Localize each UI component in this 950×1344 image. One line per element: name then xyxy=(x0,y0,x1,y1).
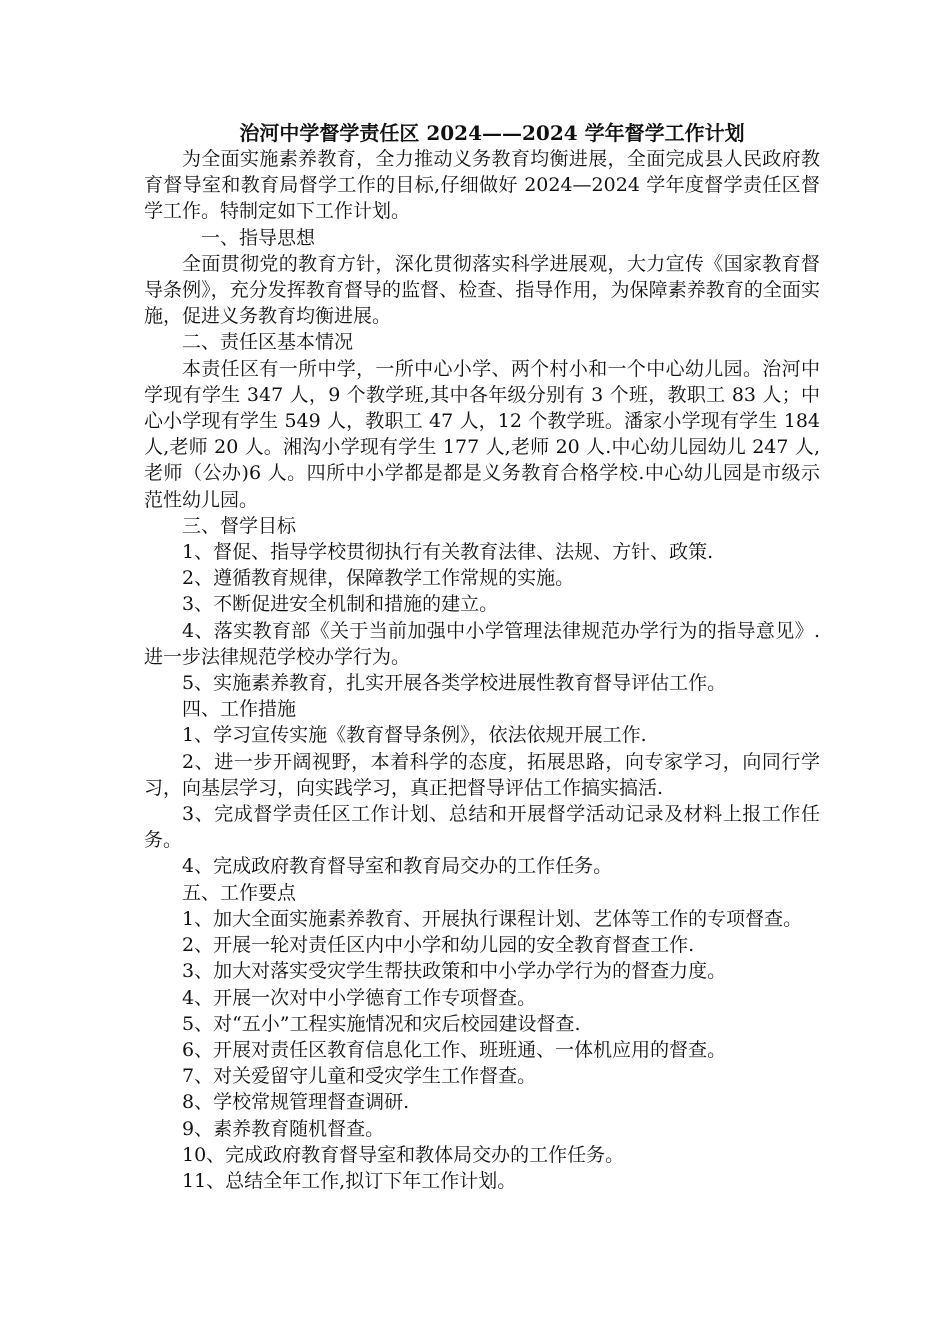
list-item: 2、遵循教育规律，保障教学工作常规的实施。 xyxy=(182,567,575,590)
measures-list xyxy=(144,722,820,879)
list-item: 1、加大全面实施素养教育、开展执行课程计划、艺体等工作的专项督查。 xyxy=(182,907,803,930)
list-item: 5、实施素养教育，扎实开展各类学校进展性教育督导评估工作。 xyxy=(182,672,727,695)
document-page xyxy=(144,120,820,1194)
section-heading-measures: 四、工作措施 xyxy=(182,698,297,721)
document-title: 治河中学督学责任区 2024——2024 学年督学工作计划 xyxy=(239,121,745,145)
list-item: 3、完成督学责任区工作计划、总结和开展督学活动记录及材料上报工作任务。 xyxy=(144,803,820,852)
section-heading-key-points: 五、工作要点 xyxy=(182,881,297,904)
list-item: 3、不断促进安全机制和措施的建立。 xyxy=(182,593,499,616)
section-heading-goals: 三、督学目标 xyxy=(182,514,297,537)
key-points-list xyxy=(144,906,820,1194)
goals-list xyxy=(144,539,820,696)
section-heading-guiding-ideology: 一、指导思想 xyxy=(201,226,316,249)
list-item: 4、完成政府教育督导室和教育局交办的工作任务。 xyxy=(182,855,613,878)
intro-paragraph: 为全面实施素养教育，全力推动义务教育均衡进展，全面完成县人民政府教育督导室和教育局督学工作的目标,仔细做好 2024—2024 学年度督学责任区督学工作。特制定如下工作计划。 xyxy=(144,148,820,223)
list-item: 7、对关爱留守儿童和受灾学生工作督查。 xyxy=(182,1065,537,1088)
list-item: 2、进一步开阔视野，本着科学的态度，拓展思路，向专家学习，向同行学习，向基层学习，向实践学习，真正把督导评估工作搞实搞活. xyxy=(144,750,820,799)
list-item: 10、完成政府教育督导室和教体局交办的工作任务。 xyxy=(182,1143,625,1166)
list-item: 6、开展对责任区教育信息化工作、班班通、一体机应用的督查。 xyxy=(182,1038,727,1061)
list-item: 8、学校常规管理督查调研. xyxy=(182,1091,410,1114)
list-item: 4、开展一次对中小学德育工作专项督查。 xyxy=(182,986,537,1009)
list-item: 4、落实教育部《关于当前加强中小学管理法律规范办学行为的指导意见》.进一步法律规范学校办学行为。 xyxy=(144,619,820,668)
list-item: 1、督促、指导学校贯彻执行有关教育法律、法规、方针、政策. xyxy=(182,541,714,564)
list-item: 3、加大对落实受灾学生帮扶政策和中小学办学行为的督查力度。 xyxy=(182,960,727,983)
list-item: 9、素养教育随机督查。 xyxy=(182,1117,385,1140)
list-item: 11、总结全年工作,拟订下年工作计划。 xyxy=(182,1169,517,1192)
list-item: 5、对“五小”工程实施情况和灾后校园建设督查. xyxy=(182,1012,581,1035)
section-text-guiding-ideology: 全面贯彻党的教育方针，深化贯彻落实科学进展观，大力宣传《国家教育督导条例》，充分发挥教育督导的监督、检查、指导作用，为保障素养教育的全面实施，促进义务教育均衡进展。 xyxy=(144,252,820,328)
list-item: 2、开展一轮对责任区内中小学和幼儿园的安全教育督查工作. xyxy=(182,934,695,957)
list-item: 1、学习宣传实施《教育督导条例》，依法依规开展工作. xyxy=(182,724,647,747)
section-text-basic-situation: 本责任区有一所中学，一所中心小学、两个村小和一个中心幼儿园。治河中学现有学生 347 人，9 个教学班,其中各年级分别有 3 个班，教职工 83 人；中心小学现有学生 549 人，教职工 47 人，12 个教学班。潘家小学现有学生 184 人,老师 20 人。湘沟小学现有学生 177 人,老师 20 人.中心幼儿园幼儿 247 人,老师（公办)6 人。四所中小学都是都是义务教育合格学校.中心幼儿园是市级示范性幼儿园。 xyxy=(144,357,820,511)
section-heading-basic-situation: 二、责任区基本情况 xyxy=(182,331,354,354)
